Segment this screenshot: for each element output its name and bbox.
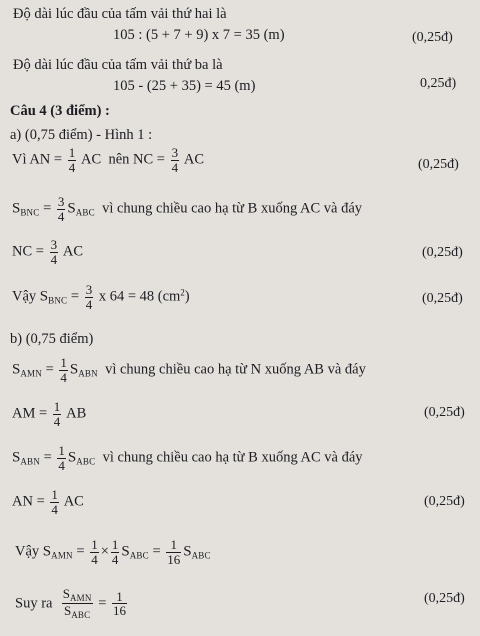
fraction-3-4: $\frac{3}{4}$: [171, 145, 179, 175]
eq-result-a: Vậy $S_{BNC}$ = $\frac{3}{4}$ x 64 = 48 $(cm^2)$: [12, 282, 190, 312]
reason-text: vì chung chiều cao hạ từ B xuống AC và đáy: [102, 200, 363, 217]
eq-samn: $S_{AMN}$ = $\frac{1}{4}$ $S_{ABN}$ vì chung chiều cao hạ từ N xuống AB và đáy: [12, 355, 366, 385]
fraction-1-4: $\frac{1}{4}$: [53, 399, 61, 429]
fraction-1-4: $\frac{1}{4}$: [58, 443, 65, 473]
reason-text: vì chung chiều cao hạ từ N xuống AB và đáy: [105, 361, 366, 378]
fraction-1-4: $\frac{1}{4}$: [91, 537, 98, 567]
fraction-1-4: $\frac{1}{4}$: [111, 537, 119, 567]
points-3: (0,25đ): [418, 157, 459, 172]
line-third-cloth-heading: Độ dài lúc đầu của tấm vải thứ ba là: [13, 57, 223, 73]
ac-label: AC: [81, 151, 102, 168]
points-8: (0,25đ): [424, 591, 465, 606]
points-2: 0,25đ): [420, 76, 457, 91]
line-second-cloth-calc: 105 : (5 + 7 + 9) x 7 = 35 (m): [113, 27, 285, 43]
points-4: (0,25đ): [422, 245, 463, 260]
line-second-cloth-heading: Độ dài lúc đầu của tấm vải thứ hai là: [13, 6, 227, 22]
part-b-heading: b) (0,75 điểm): [10, 331, 94, 347]
word-vi: Vì: [12, 151, 27, 168]
fraction-3-4: $\frac{3}{4}$: [50, 237, 58, 267]
eq-sbnc: $S_{BNC}$ = $\frac{3}{4}$ $S_{ABC}$ vì chung chiều cao hạ từ B xuống AC và đáy: [12, 194, 363, 224]
fraction-1-16: $\frac{1}{16}$: [113, 588, 126, 619]
fraction-1-4: $\frac{1}{4}$: [60, 355, 67, 385]
word-nen: nên: [108, 151, 130, 168]
reason-text: vì chung chiều cao hạ từ B xuống AC và đáy: [102, 449, 363, 466]
eq-conclusion: Suy ra $\frac{S_{AMN}}{S_{ABC}}$ = $\frac{1}{16}$: [15, 586, 126, 621]
eq-nc: NC = $\frac{3}{4}$ AC: [12, 237, 84, 267]
eq-an: AN = $\frac{1}{4}$ AC: [12, 487, 84, 517]
eq-am: AM = $\frac{1}{4}$ AB: [12, 399, 87, 429]
line-third-cloth-calc: 105 - (25 + 35) = 45 (m): [113, 78, 256, 94]
fraction-1-4: $\frac{1}{4}$: [51, 487, 58, 517]
fraction-samn-sabc: $\frac{S_{AMN}}{S_{ABC}}$: [62, 586, 92, 621]
an-label: AN =: [29, 151, 63, 168]
points-1: (0,25đ): [412, 30, 453, 45]
eq-result-b: Vậy $S_{AMN}$ = $\frac{1}{4}$ × $\frac{1}{4}$ $S_{ABC}$ = $\frac{1}{16}$ $S_{ABC}$: [15, 537, 211, 567]
fraction-1-16: $\frac{1}{16}$: [167, 537, 181, 567]
ac-label: AC: [183, 151, 205, 168]
eq-sabn: $S_{ABN}$ = $\frac{1}{4}$ $S_{ABC}$ vì chung chiều cao hạ từ B xuống AC và đáy: [12, 443, 363, 473]
fraction-1-4: $\frac{1}{4}$: [68, 145, 76, 175]
points-5: (0,25đ): [422, 291, 463, 306]
fraction-3-4: $\frac{3}{4}$: [85, 282, 93, 312]
points-7: (0,25đ): [424, 494, 465, 509]
nc-label: NC =: [133, 151, 165, 168]
eq-an-nc: [12, 146, 204, 174]
question-4-heading: Câu 4 (3 điểm) :: [10, 103, 110, 119]
points-6: (0,25đ): [424, 405, 465, 420]
fraction-3-4: $\frac{3}{4}$: [57, 194, 65, 224]
part-a-heading: a) (0,75 điểm) - Hình 1 :: [10, 127, 153, 143]
